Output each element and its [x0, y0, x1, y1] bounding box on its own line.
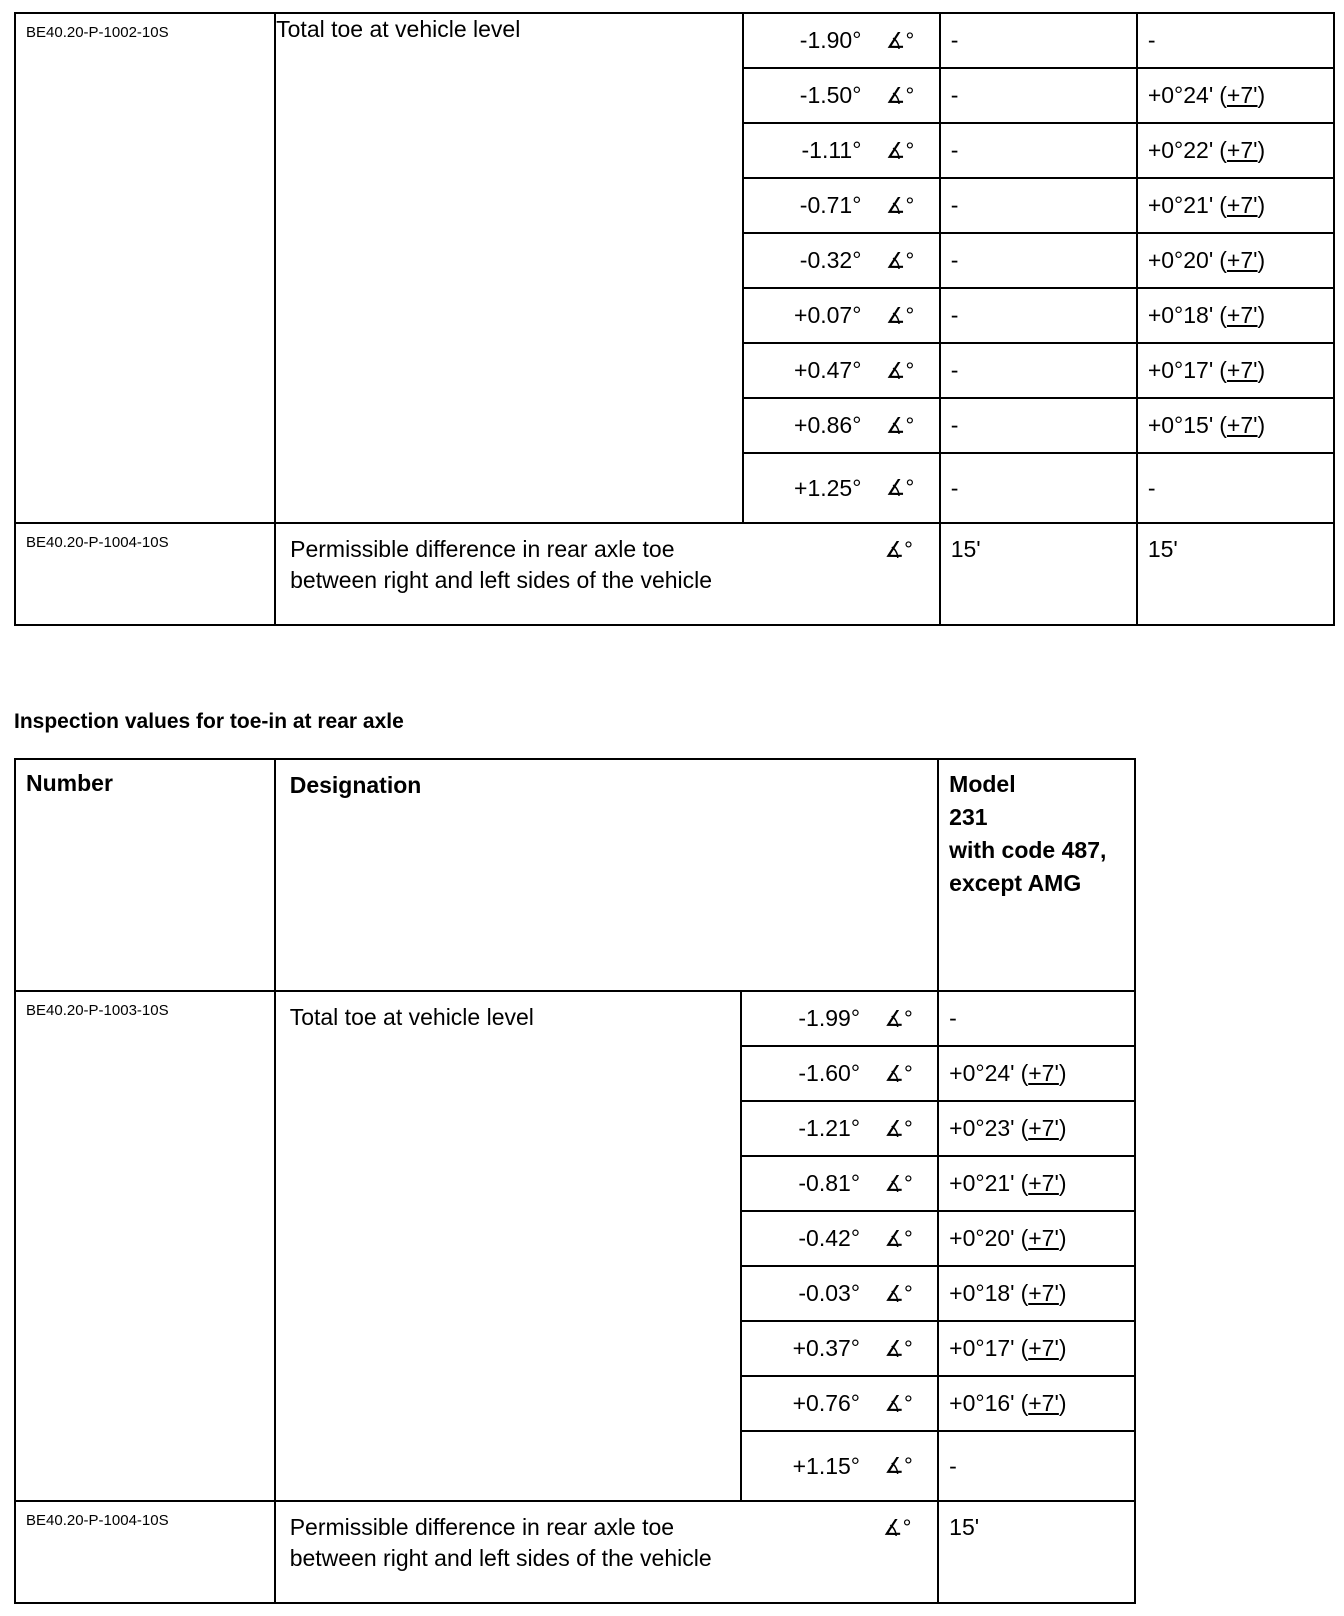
value-text: - — [950, 247, 959, 273]
designation-line-2: between right and left sides of the vehicle — [290, 567, 713, 593]
value-text: +0°15' — [1147, 412, 1214, 438]
value-text: +0°18' — [949, 1280, 1015, 1306]
model-line-2: 231 — [949, 804, 988, 830]
angle-icon: ∡° — [885, 302, 915, 328]
angle-column — [742, 992, 937, 1500]
value-text: - — [950, 474, 959, 501]
angle-icon: ∡° — [884, 1225, 913, 1251]
tolerance-text: (+7') — [1219, 192, 1266, 218]
value-text: - — [950, 192, 959, 218]
value-text: +0°24' — [949, 1060, 1015, 1086]
value-cell — [939, 1267, 1134, 1322]
value-text: +0°17' — [949, 1335, 1015, 1361]
number-text: BE40.20-P-1002-10S — [26, 24, 169, 41]
tolerance-text: (+7') — [1020, 1225, 1067, 1251]
designation-cell — [275, 991, 742, 1501]
table-row — [15, 13, 1334, 523]
value-cell — [1138, 289, 1333, 344]
designation-text: Total toe at vehicle level — [276, 16, 521, 42]
value-text: - — [950, 27, 959, 53]
table-row — [15, 523, 1334, 625]
angle-icon: ∡° — [884, 1390, 913, 1416]
angle-icon: ∡° — [882, 1515, 912, 1540]
value-cell — [939, 1432, 1134, 1500]
value-text: - — [950, 82, 959, 108]
value-cell — [939, 1047, 1134, 1102]
angle-cell — [743, 13, 940, 523]
angle-row — [742, 1102, 937, 1157]
angle-value: +0.07° — [794, 302, 862, 328]
angle-value: -1.50° — [799, 82, 862, 108]
angle-value: -0.71° — [799, 192, 862, 218]
angle-icon: ∡° — [885, 475, 915, 500]
designation-cell — [275, 523, 940, 625]
value-cell — [941, 344, 1136, 399]
value-text: +0°23' — [949, 1115, 1015, 1141]
value-cell — [1138, 399, 1333, 454]
value-text: +0°18' — [1147, 302, 1214, 328]
value-text: +0°21' — [949, 1170, 1015, 1196]
tolerance-text: (+7') — [1219, 247, 1266, 273]
value-text: +0°16' — [949, 1390, 1015, 1416]
model-line-3: with code 487, — [949, 837, 1107, 863]
value-cell — [939, 1322, 1134, 1377]
model-header — [938, 759, 1135, 991]
angle-value: -1.11° — [801, 137, 862, 163]
tolerance-text: (+7') — [1219, 82, 1266, 108]
value-column-b — [1138, 14, 1333, 522]
value-cell-a — [940, 13, 1137, 523]
value-column-a — [939, 992, 1134, 1500]
value-text: - — [950, 357, 959, 383]
angle-icon: ∡° — [884, 1005, 913, 1031]
tolerance-text: (+7') — [1219, 412, 1266, 438]
angle-row — [742, 1377, 937, 1432]
angle-row — [744, 399, 939, 454]
value-cell — [941, 399, 1136, 454]
angle-row — [744, 289, 939, 344]
value-text: +0°21' — [1147, 192, 1214, 218]
angle-row — [744, 454, 939, 522]
angle-icon: ∡° — [884, 1115, 913, 1141]
angle-value: -1.99° — [798, 1005, 861, 1031]
angle-value: -0.32° — [799, 247, 862, 273]
angle-icon: ∡° — [884, 1280, 913, 1306]
angle-value: +0.76° — [792, 1390, 861, 1416]
designation-header — [275, 759, 938, 991]
angle-value: +1.15° — [792, 1452, 861, 1479]
designation-line-1: Permissible difference in rear axle toe — [289, 1514, 675, 1540]
value-cell-a — [938, 991, 1135, 1501]
number-text: BE40.20-P-1004-10S — [26, 534, 169, 551]
angle-icon: ∡° — [884, 1335, 913, 1361]
value-cell — [1138, 179, 1333, 234]
angle-icon: ∡° — [884, 537, 913, 562]
value-text: - — [950, 137, 959, 163]
value-cell — [941, 234, 1136, 289]
number-header — [15, 759, 275, 991]
value-text: 15' — [949, 1514, 980, 1540]
angle-row — [742, 1212, 937, 1267]
tolerance-text: (+7') — [1020, 1060, 1067, 1086]
value-cell — [939, 1157, 1134, 1212]
angle-icon: ∡° — [885, 82, 915, 108]
angle-value: +0.86° — [794, 412, 862, 438]
value-text: +0°17' — [1147, 357, 1214, 383]
number-cell — [15, 1501, 275, 1603]
tolerance-text: (+7') — [1020, 1390, 1067, 1416]
value-cell — [941, 124, 1136, 179]
value-cell — [1138, 124, 1333, 179]
value-cell-a — [938, 1501, 1135, 1603]
value-cell — [941, 454, 1136, 522]
tolerance-text: (+7') — [1020, 1170, 1067, 1196]
designation-cell — [275, 1501, 938, 1603]
angle-row — [744, 344, 939, 399]
value-cell — [1138, 234, 1333, 289]
value-cell — [1138, 344, 1333, 399]
table-row — [15, 1501, 1135, 1603]
angle-row — [742, 1157, 937, 1212]
designation-cell — [275, 13, 742, 523]
angle-row — [742, 1322, 937, 1377]
value-cell — [1138, 69, 1333, 124]
angle-row — [744, 69, 939, 124]
value-text: 15' — [1147, 536, 1178, 562]
angle-icon: ∡° — [885, 27, 915, 53]
number-cell — [15, 523, 275, 625]
toe-table-1 — [14, 12, 1335, 626]
angle-icon: ∡° — [884, 1170, 913, 1196]
value-text: - — [950, 302, 959, 328]
angle-row — [742, 1267, 937, 1322]
value-text: +0°20' — [949, 1225, 1015, 1251]
angle-cell — [741, 991, 938, 1501]
tolerance-text: (+7') — [1020, 1280, 1067, 1306]
value-text: +0°20' — [1147, 247, 1214, 273]
number-cell — [15, 991, 275, 1501]
value-cell — [1138, 14, 1333, 69]
value-cell — [941, 69, 1136, 124]
model-line-1: Model — [949, 771, 1016, 797]
number-text: BE40.20-P-1004-10S — [26, 1512, 169, 1529]
toe-table-2 — [14, 758, 1136, 1604]
header-row — [15, 759, 1135, 991]
value-cell — [939, 1377, 1134, 1432]
table-row — [15, 991, 1135, 1501]
angle-value: -1.21° — [798, 1115, 861, 1141]
value-cell — [939, 992, 1134, 1047]
model-line-4: except AMG — [949, 870, 1082, 896]
angle-row — [744, 124, 939, 179]
value-column-a — [941, 14, 1136, 522]
angle-column — [744, 14, 939, 522]
angle-row — [744, 234, 939, 289]
value-text: - — [1147, 474, 1156, 501]
section-title: Inspection values for toe-in at rear axle — [14, 710, 404, 733]
value-text: +0°22' — [1147, 137, 1214, 163]
angle-row — [744, 14, 939, 69]
designation-line-1: Permissible difference in rear axle toe — [290, 536, 675, 562]
tolerance-text: (+7') — [1219, 302, 1266, 328]
angle-icon: ∡° — [885, 137, 915, 163]
value-cell — [1138, 454, 1333, 522]
angle-icon: ∡° — [884, 1453, 913, 1478]
angle-icon: ∡° — [885, 412, 915, 438]
value-cell-b — [1137, 523, 1334, 625]
angle-value: -1.60° — [798, 1060, 861, 1086]
value-text: 15' — [950, 536, 981, 562]
angle-value: -0.81° — [798, 1170, 861, 1196]
angle-icon: ∡° — [885, 357, 915, 383]
angle-row — [742, 1432, 937, 1500]
value-text: - — [949, 1452, 957, 1479]
value-cell — [941, 14, 1136, 69]
angle-value: +0.37° — [792, 1335, 861, 1361]
value-cell — [941, 179, 1136, 234]
angle-row — [742, 992, 937, 1047]
value-cell-a — [940, 523, 1137, 625]
number-text: BE40.20-P-1003-10S — [26, 1002, 169, 1019]
angle-value: +0.47° — [794, 357, 862, 383]
designation-text: Total toe at vehicle level — [289, 1004, 534, 1030]
angle-value: -0.03° — [798, 1280, 861, 1306]
tolerance-text: (+7') — [1219, 137, 1266, 163]
value-cell-b — [1137, 13, 1334, 523]
tolerance-text: (+7') — [1219, 357, 1266, 383]
value-text: - — [949, 1005, 957, 1031]
angle-value: +1.25° — [794, 474, 862, 501]
value-cell — [939, 1212, 1134, 1267]
designation-line-2: between right and left sides of the vehicle — [289, 1545, 712, 1571]
angle-row — [744, 179, 939, 234]
angle-value: -0.42° — [798, 1225, 861, 1251]
value-text: - — [950, 412, 959, 438]
tolerance-text: (+7') — [1020, 1335, 1067, 1361]
header-text: Designation — [289, 772, 422, 798]
value-cell — [939, 1102, 1134, 1157]
tolerance-text: (+7') — [1020, 1115, 1067, 1141]
value-text: - — [1147, 27, 1156, 53]
value-cell — [941, 289, 1136, 344]
value-text: +0°24' — [1147, 82, 1214, 108]
angle-row — [742, 1047, 937, 1102]
header-text: Number — [26, 770, 113, 796]
angle-icon: ∡° — [884, 1060, 913, 1086]
number-cell — [15, 13, 275, 523]
angle-icon: ∡° — [885, 247, 915, 273]
angle-icon: ∡° — [885, 192, 915, 218]
angle-value: -1.90° — [799, 27, 862, 53]
